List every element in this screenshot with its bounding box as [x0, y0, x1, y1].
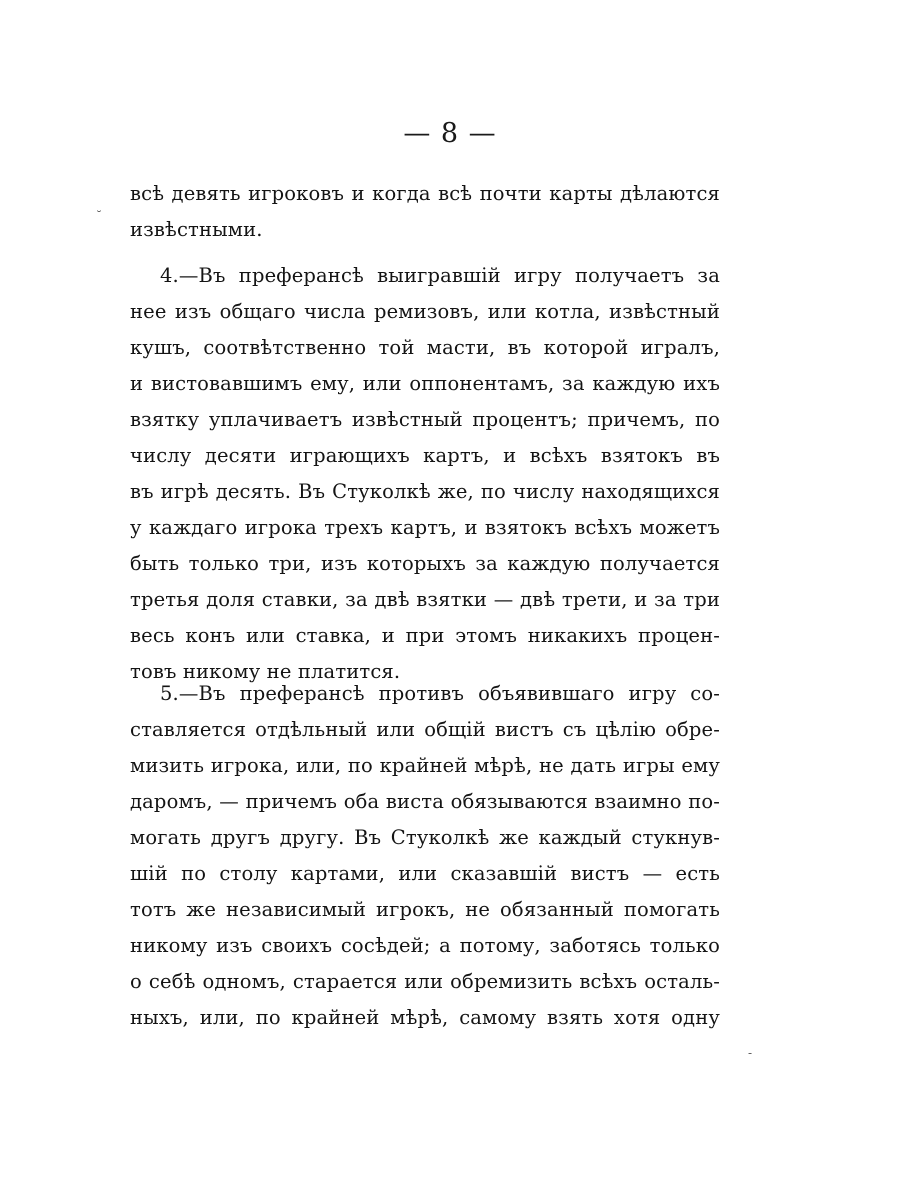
- text-line: числу десяти играющихъ картъ, и всѣхъ взятокъ въ: [130, 444, 720, 467]
- text-line: шій по столу картами, или сказавшій вистъ — есть: [130, 862, 720, 885]
- text-line: взятку уплачиваетъ извѣстный процентъ; причемъ, по: [130, 408, 720, 431]
- text-line: быть только три, изъ которыхъ за каждую получается: [130, 552, 720, 575]
- text-line: о себѣ одномъ, старается или обремизить всѣхъ осталь-: [130, 970, 720, 993]
- text-line: 4.—Въ преферансѣ выигравшій игру получаетъ за: [160, 264, 720, 287]
- print-speck: ˘: [96, 209, 102, 223]
- text-line: могать другъ другу. Въ Стуколкѣ же каждый стукнув-: [130, 826, 720, 849]
- paragraph-5: [130, 676, 720, 1036]
- text-line: тотъ же независимый игрокъ, не обязанный помогать: [130, 898, 720, 921]
- continuation-paragraph: [130, 176, 720, 248]
- text-line: весь конъ или ставка, и при этомъ никакихъ процен-: [130, 624, 720, 647]
- text-line: третья доля ставки, за двѣ взятки — двѣ трети, и за три: [130, 588, 720, 611]
- page-number: — 8 —: [403, 118, 497, 149]
- text-line: товъ никому не платится.: [130, 660, 401, 683]
- print-speck: -: [748, 1046, 753, 1060]
- text-line: въ игрѣ десять. Въ Стуколкѣ же, по числу находящихся: [130, 480, 720, 503]
- text-line: всѣ девять игроковъ и когда всѣ почти карты дѣлаются: [130, 182, 720, 205]
- text-line: нее изъ общаго числа ремизовъ, или котла, извѣстный: [130, 300, 720, 323]
- text-line: ставляется отдѣльный или общій вистъ съ цѣлію обре-: [130, 718, 720, 741]
- text-line: и вистовавшимъ ему, или оппонентамъ, за каждую ихъ: [130, 372, 720, 395]
- text-line: 5.—Въ преферансѣ противъ объявившаго игру со-: [160, 682, 720, 705]
- text-line: у каждаго игрока трехъ картъ, и взятокъ всѣхъ можетъ: [130, 516, 720, 539]
- paragraph-4: [130, 258, 720, 690]
- text-line: никому изъ своихъ сосѣдей; а потому, заботясь только: [130, 934, 720, 957]
- text-line: мизить игрока, или, по крайней мѣрѣ, не дать игры ему: [130, 754, 720, 777]
- text-line: ныхъ, или, по крайней мѣрѣ, самому взять хотя одну: [130, 1006, 720, 1029]
- text-line: даромъ, — причемъ оба виста обязываются взаимно по-: [130, 790, 720, 813]
- text-line: извѣстными.: [130, 218, 263, 241]
- text-line: кушъ, соотвѣтственно той масти, въ которой игралъ,: [130, 336, 720, 359]
